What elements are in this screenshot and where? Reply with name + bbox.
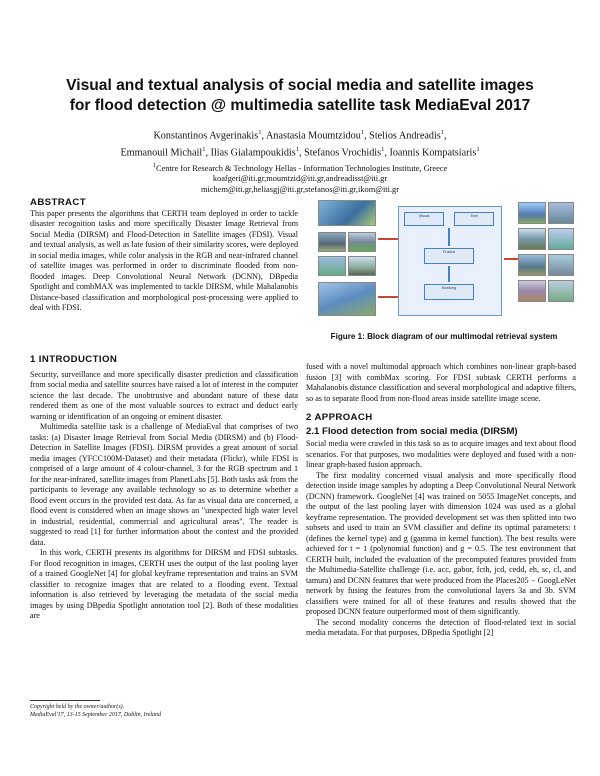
footnote-rule [30, 700, 100, 701]
right-paragraph-1: fused with a novel multimodal approach which combines non-linear graph-based fusion [3] with combMax scoring. For FDSI subtask CERTH performs a Mahalanobis distance classification and several morphological and adaptive filters, so as to separate flood from non-flood areas inside satellite image scene. [306, 362, 576, 403]
author-name: , Anastasia Moumtzidou [261, 130, 361, 142]
result-thumb [548, 228, 574, 250]
abstract-section [30, 198, 298, 314]
dirsm-heading: 2.1 Flood detection from social media (DIRSM) [306, 425, 518, 437]
right-paragraph-4: The second modality concerns the detection of flood-related text in social media metadata. For that purposes, DBpedia Spotlight [2] [306, 617, 576, 637]
intro-paragraph-1: Security, surveillance and more specifically disaster prediction and classification from social media and satellite sources have raised a lot of interest in the computer science the last decade. The unobtrusive and abundant nature of these data rendered them as one of the most valuable sources to extract and deduct early warning or identification of an ongoing or eminent disaster. [30, 369, 298, 421]
flow-arrow [448, 228, 450, 246]
flow-block: Ranking [424, 284, 474, 300]
author-sup: 1 [440, 129, 444, 136]
flood-photo-thumb [318, 232, 346, 252]
result-thumb [548, 254, 574, 276]
title-line-1: Visual and textual analysis of social media and satellite images [66, 77, 534, 94]
flow-arrow [504, 258, 518, 260]
result-thumb [518, 228, 546, 250]
copyright-line-2: MediaEval'17, 13-15 September 2017, Dublin, Ireland [30, 712, 162, 718]
author-block [30, 126, 570, 195]
flow-block: Fusion [424, 248, 474, 264]
author-name: , Stefanos Vrochidis [298, 147, 382, 159]
email-line-2: michem@iti.gr,heliasgj@iti.gr,stefanos@iti.gr,ikom@iti.gr [200, 185, 399, 195]
result-thumb [518, 280, 546, 302]
result-thumb [518, 254, 546, 276]
email-line-1: koafgeri@iti.gr,moumtzid@iti.gr,andreadisst@iti.gr [212, 174, 388, 184]
author-name: , Ilias Gialampoukidis [205, 147, 296, 159]
title-line-2: for flood detection @ multimedia satellite task MediaEval 2017 [69, 97, 531, 114]
result-thumb [518, 202, 546, 224]
paper-title [30, 76, 570, 116]
flood-photo-thumb [318, 256, 346, 276]
affiliation-text: Centre for Research & Technology Hellas - Information Technologies Institute, Greece [155, 163, 448, 173]
flow-block: Text [454, 212, 494, 226]
affiliation [30, 160, 570, 174]
author-sup: 1 [381, 145, 385, 153]
flood-photo-thumb [348, 232, 376, 252]
introduction-section [30, 355, 298, 622]
result-thumb [548, 202, 574, 224]
satellite-image-thumb [318, 200, 376, 226]
abstract-text: This paper presents the algorithms that CERTH team deployed in order to tackle disaster recognition tasks and more specifically Disaster Image Retrieval from Social Media (DIRSM) and Flood-Detection in Satellite images (FDSI). Visual and textual analysis, as well as late fusion of their similarity scores, were deployed in social media images, while color analysis in the RGB and near-infrared channel of satellite images was performed in order to discriminate flooded from non-flooded images. Deep Convolutional Neural Network (DCNN), DBpedia Spotlight and combMAX was implemented to tackle DIRSM, while Mahalanobis Distance-based classification and morphological post-processing were applied to deal with FDSI. [30, 208, 298, 312]
result-thumb [548, 280, 574, 302]
author-name: , Stelios Andreadis [364, 130, 441, 142]
authors-line-2 [30, 143, 570, 160]
copyright-line-1: Copyright held by the owner/author(s). [30, 704, 125, 710]
flow-arrow [378, 238, 398, 240]
authors-line-1: Konstantinos Avgerinakis$^1$, Anastasia Moumtzidou$^1$, Stelios Andreadis$^1$, [153, 129, 447, 142]
affiliation-sup: 1 [152, 161, 156, 169]
author-sup: 1 [258, 129, 262, 136]
right-paragraph-2: Social media were crawled in this task so as to acquire images and text about flood scenarios. For that purposes, two modalities were deployed and fused with a non-linear graph-based fusion approach. [306, 439, 576, 469]
flood-photo-thumb [348, 256, 376, 276]
intro-paragraph-3: In this work, CERTH presents its algorithms for DIRSM and FDSI subtasks. For flood recognition in images, CERTH uses the output of the last pooling layer of a trained GoogleNet [4] for global keyframe representation and trains an SVM classifier to recognize images that are related to a flooding event. Textual information is also retrieved by leveraging the metadata of the social media images by using DBpedia Spotlight annotation tool [2]. Both of these modalities are [30, 548, 298, 620]
figure-caption: Figure 1: Block diagram of our multimodal retrieval system [330, 332, 558, 341]
author-sup: 1 [202, 145, 206, 153]
copyright-note [30, 703, 298, 719]
abstract-heading: ABSTRACT [30, 197, 86, 208]
figure-block-diagram [314, 198, 576, 320]
author-sup: 1 [476, 145, 480, 153]
satellite-map-thumb [318, 282, 376, 316]
intro-paragraph-2: Multimedia satellite task is a challenge of MediaEval that comprises of two tasks: (a) Disaster Image Retrieval from Social Media (DIRSM) and (b) Flood-Detection in Satellite Images (FDSI). DIRSM provides a great amount of social media images (YFCC100M-Dataset) and their metadata (Flickr), while FDSI is comprised of a large amount of 4 colour-channel, 3 for the RGB spectrum and 1 for the near-infrared, satellite images from PlanetLabs [5]. Both tasks ask from the participants to leverage any available technology so as to determine whether a flood event occurs in the provided test data. As far as visual data are concerned, a flood event is considered when an image shows an "unexpected high water level in industrial, residential, commercial and agricultural areas". The reader is suggested to read [1] for further information about the contest and the provided data. [30, 422, 298, 547]
author-name: Emmanouil Michail [120, 147, 203, 159]
flow-arrow [378, 296, 398, 298]
right-column [306, 362, 576, 639]
right-paragraph-3: The first modality concerned visual analysis and more specifically flood detection inside image samples by adopting a Deep Convolutional Neural Network (DCNN) framework. GoogleNet [4] was trained on 5055 ImageNet concepts, and the output of the last pooling layer with dimension 1024 was used as a global keyframe representation. The provided development set was then splitted into two subsets and used to train an SVM classifier and define its optimal parameters: t (defines the kernel type) and g (gamma in kernel function). The best results were achieved for t = 1 (polynomial function) and g = 0.5. The test environment that CERTH built, included the evaluation of the precomputed features provided from the Multimedia-Satellite challenge (i.e. acc, gabor, fcth, jcd, cedd, eh, sc, cl, and tamura) and DCNN features that were produced from the Places205 − GoogLeNet network by fusing the features from the convolutional layers 3a and 3b. SVM classifiers were trained for all of these features and results showed that the proposed DCNN feature outperformed most of them significantly. [306, 470, 576, 616]
intro-heading: 1 INTRODUCTION [30, 354, 118, 365]
author-sup: 1 [360, 129, 365, 136]
flow-arrow [448, 266, 450, 282]
author-sup: 1 [295, 145, 299, 153]
author-name: Konstantinos Avgerinakis [153, 130, 259, 142]
approach-heading: 2 APPROACH [306, 412, 373, 423]
author-name: , Ioannis Kompatsiaris [384, 147, 477, 159]
flow-block: Visual [404, 212, 444, 226]
